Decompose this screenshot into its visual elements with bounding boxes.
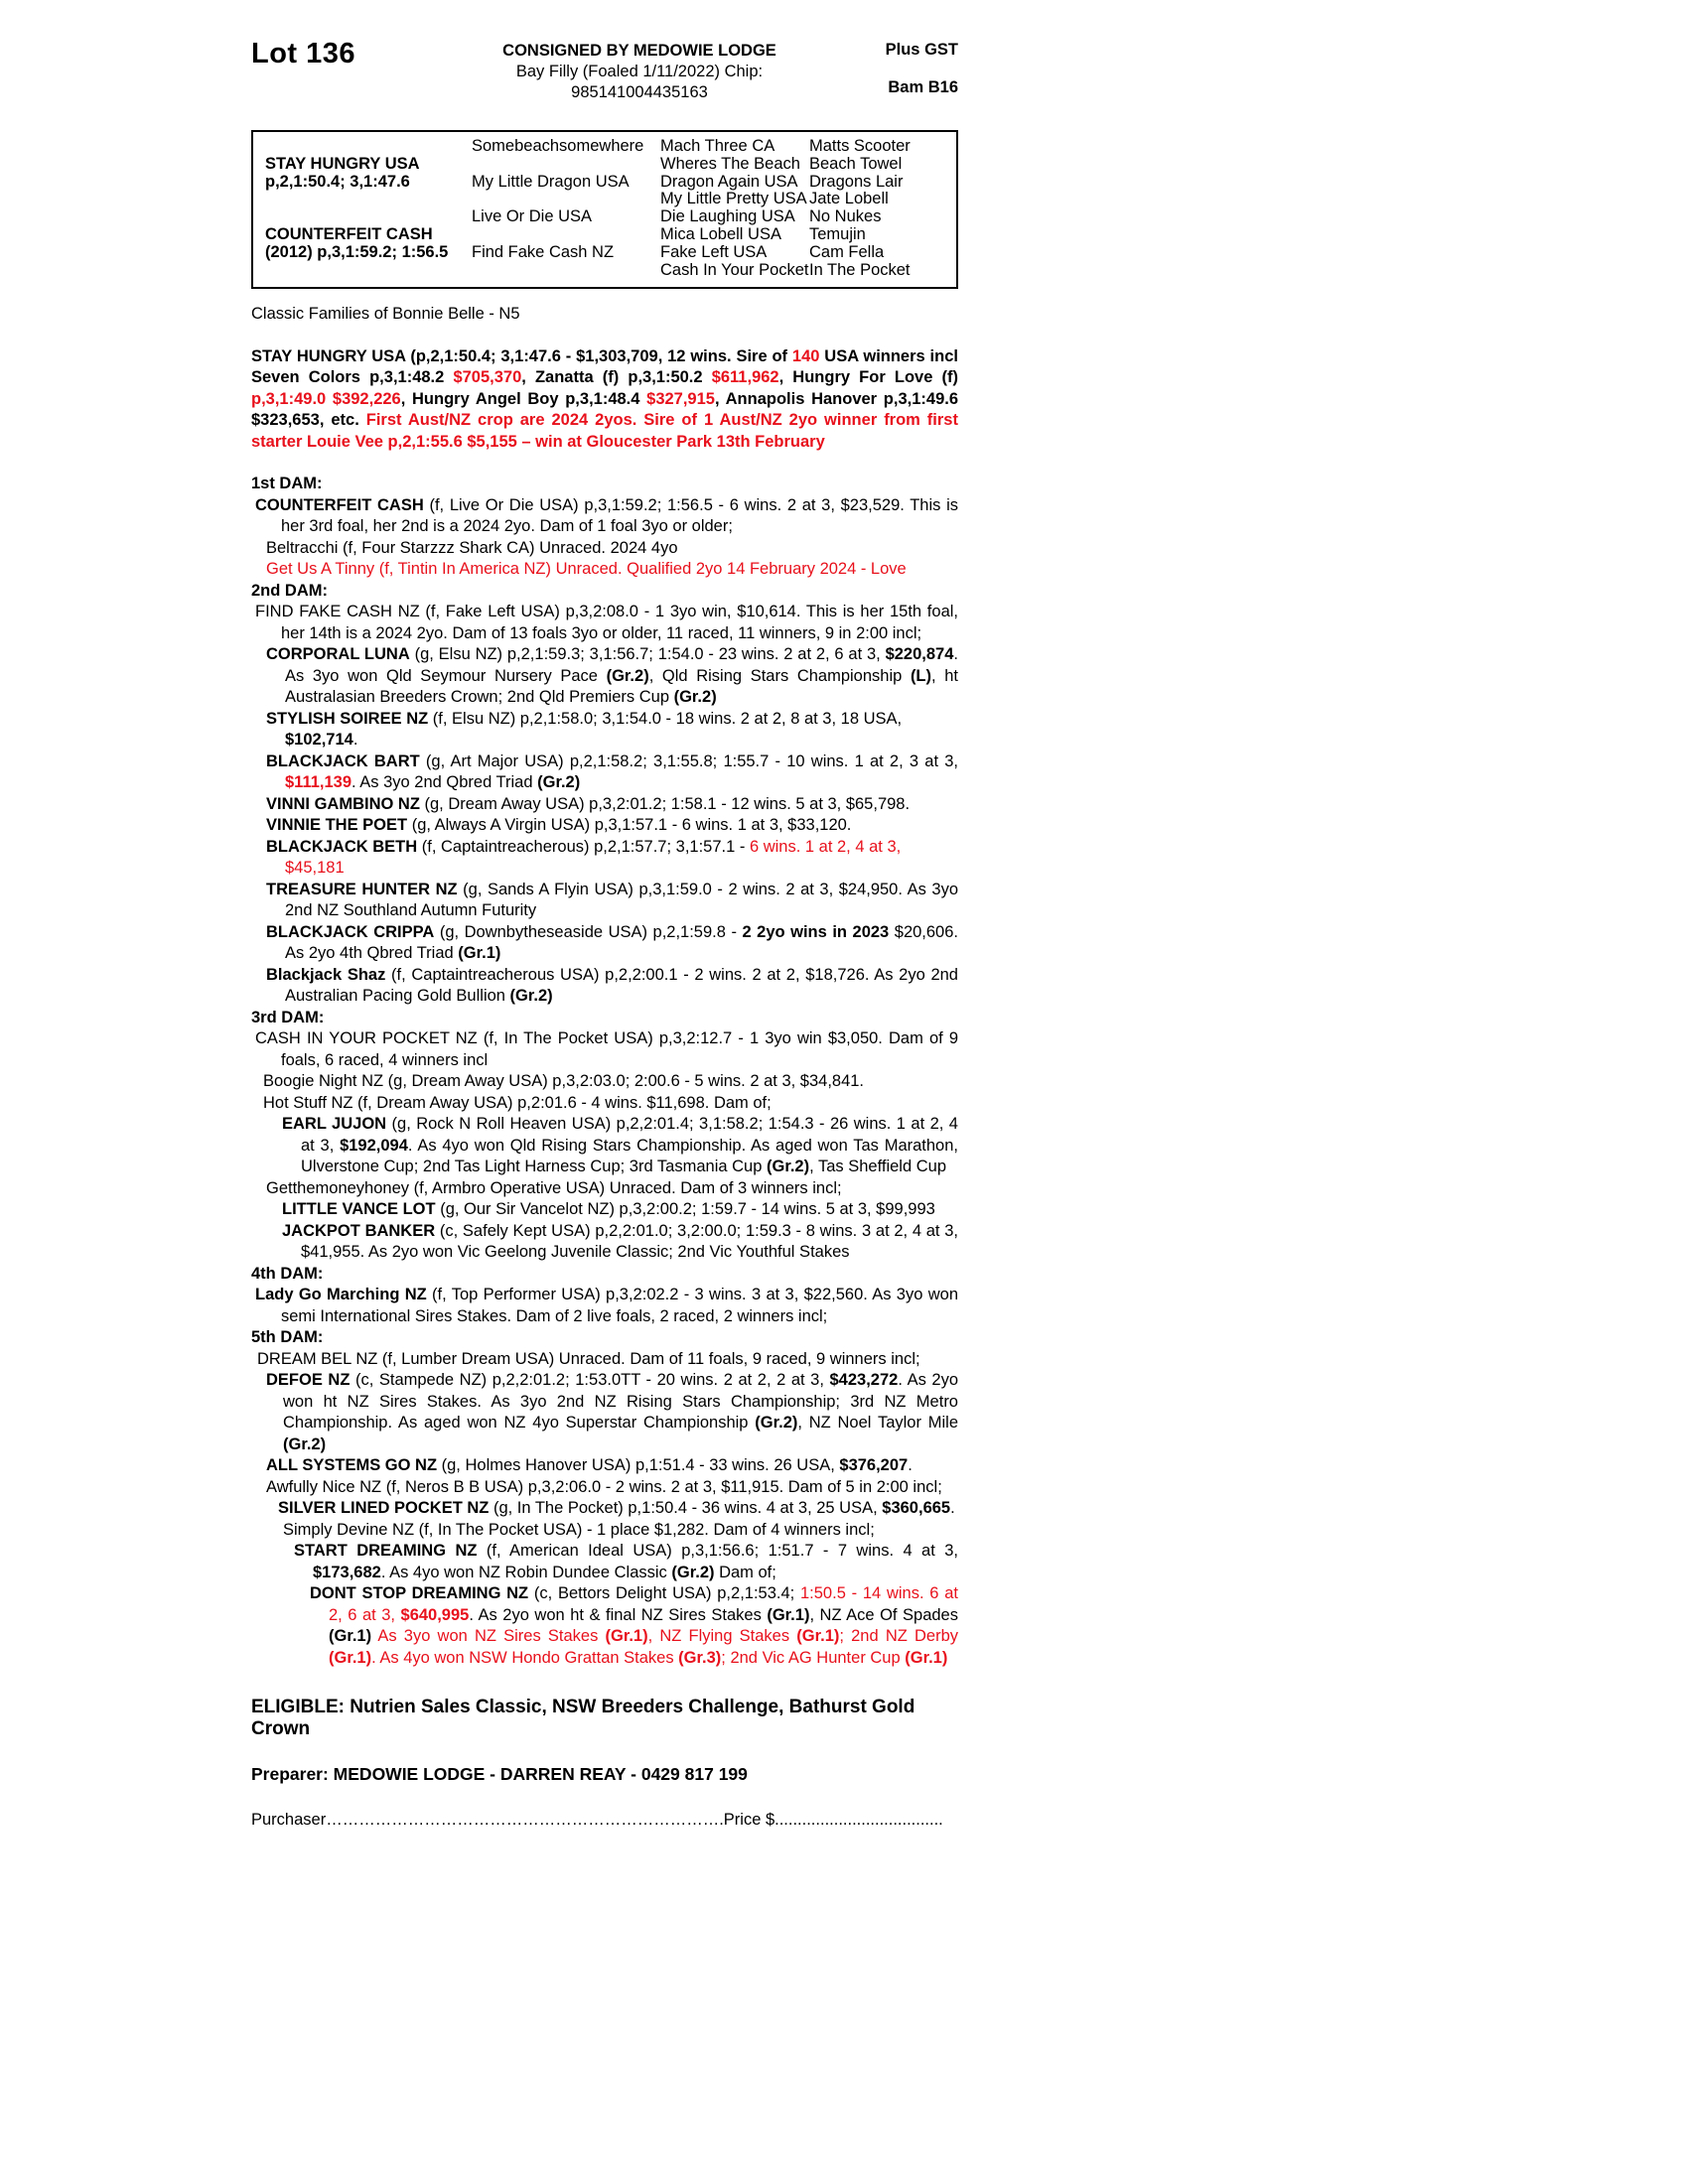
- text-segment: (Gr.1): [905, 1648, 948, 1667]
- text-segment: $20,606. As 2yo 4th Qbred Triad: [285, 922, 958, 963]
- pedigree-text: [251, 304, 958, 1669]
- text-segment: 5th DAM:: [251, 1328, 324, 1347]
- pedigree-cell: Die Laughing USA: [660, 207, 795, 226]
- foal-all-systems-go: [251, 1455, 958, 1477]
- text-segment: Lady Go Marching NZ: [255, 1286, 427, 1304]
- text-segment: $640,995: [400, 1605, 470, 1624]
- text-segment: , ht Australasian Breeders Crown; 2nd Qld Premiers Cup: [285, 666, 958, 707]
- foal-earl-jujon: [251, 1114, 958, 1178]
- text-segment: , NZ Noel Taylor Mile: [797, 1414, 958, 1433]
- text-segment: BLACKJACK CRIPPA: [266, 922, 435, 941]
- header-center: [455, 38, 824, 103]
- text-segment: USA winners incl Seven Colors p,3,1:48.2: [251, 346, 958, 387]
- pedigree-cell: No Nukes: [809, 207, 882, 226]
- text-segment: 6 wins. 1 at 2, 4 at 3, $45,181: [285, 837, 902, 878]
- foal-jackpot-banker: [251, 1221, 958, 1264]
- text-segment: CASH IN YOUR POCKET NZ (f, In The Pocket USA) p,3,2:12.7 - 1 3yo win $3,050. Dam of 9 foals, 6 raced, 4 winners incl: [255, 1029, 958, 1069]
- text-segment: (f, Captaintreacherous USA) p,2,2:00.1 - 2 wins. 2 at 2, $18,726. As 2yo 2nd Australian Pacing Gold Bullion: [285, 965, 958, 1006]
- text-segment: CORPORAL LUNA: [266, 645, 410, 664]
- text-segment: Blackjack Shaz: [266, 965, 386, 984]
- pedigree-cell: Fake Left USA: [660, 242, 768, 261]
- text-segment: (Gr.3): [678, 1648, 722, 1667]
- foal-treasure-hunter: [251, 880, 958, 922]
- text-segment: (c, Bettors Delight USA) p,2,1:53.4;: [528, 1584, 800, 1603]
- text-segment: .: [352, 731, 358, 750]
- text-segment: BLACKJACK BETH: [266, 837, 418, 856]
- text-segment: . As 4yo won NSW Hondo Grattan Stakes: [371, 1648, 679, 1667]
- text-segment: Awfully Nice NZ (f, Neros B B USA) p,3,2:06.0 - 2 wins. 2 at 3, $11,915. Dam of 5 in 2:00 incl;: [266, 1477, 942, 1496]
- text-segment: . As 2yo won ht NZ Sires Stakes. As 3yo 2nd NZ Rising Stars Championship; 3rd NZ Metro Championship. As aged won NZ 4yo Superstar Championship: [283, 1371, 958, 1433]
- family-classification: [251, 304, 958, 326]
- text-segment: Getthemoneyhoney (f, Armbro Operative USA) Unraced. Dam of 3 winners incl;: [266, 1178, 842, 1197]
- foal-blackjack-bart: [251, 751, 958, 794]
- text-segment: (g, Dream Away USA) p,3,2:01.2; 1:58.1 - 12 wins. 5 at 3, $65,798.: [419, 794, 911, 813]
- text-segment: . As 4yo won NZ Robin Dundee Classic: [380, 1563, 672, 1581]
- text-segment: (Gr.2): [283, 1434, 327, 1453]
- gst-note: Plus GST: [885, 41, 958, 59]
- text-segment: $705,370: [453, 368, 522, 387]
- text-segment: EARL JUJON: [282, 1115, 387, 1134]
- text-segment: .: [908, 1456, 913, 1475]
- header-right: [824, 38, 958, 97]
- dam-section-heading-1: [251, 474, 958, 495]
- pedigree-cell: In The Pocket: [809, 260, 911, 279]
- page-header: [251, 38, 958, 103]
- foal-little-vance-lot: [251, 1199, 958, 1221]
- text-segment: , Tas Sheffield Cup: [809, 1158, 946, 1176]
- text-segment: (c, Safely Kept USA) p,2,2:01.0; 3,2:00.0; 1:59.3 - 8 wins. 3 at 2, 4 at 3, $41,955. As 2yo won Vic Geelong Juvenile Classic; 2nd Vic Youthful Stakes: [301, 1221, 958, 1262]
- foal-beltracchi: [251, 538, 958, 560]
- foal-corporal-luna: [251, 644, 958, 709]
- catalog-page: [251, 38, 958, 1830]
- text-segment: . As 2yo won ht & final NZ Sires Stakes: [469, 1605, 768, 1624]
- text-segment: (g, Art Major USA) p,2,1:58.2; 3,1:55.8; 1:55.7 - 10 wins. 1 at 2, 3 at 3,: [419, 751, 958, 770]
- text-segment: 4th DAM:: [251, 1264, 324, 1283]
- purchaser-line: Purchaser……………………………………………………………….Price $.....................................: [251, 1811, 943, 1830]
- text-segment: (f, Captaintreacherous) p,2,1:57.7; 3,1:57.1 -: [417, 837, 750, 856]
- text-segment: LITTLE VANCE LOT: [282, 1200, 436, 1219]
- text-segment: BLACKJACK BART: [266, 751, 420, 770]
- text-segment: (g, Rock N Roll Heaven USA) p,2,2:01.4; 3,1:58.2; 1:54.3 - 26 wins. 1 at 2, 4 at 3,: [301, 1115, 958, 1155]
- text-segment: (f, American Ideal USA) p,3,1:56.6; 1:51.7 - 7 wins. 4 at 3,: [477, 1542, 958, 1561]
- dam-section-heading-5: [251, 1327, 958, 1349]
- text-segment: ; 2nd Vic AG Hunter Cup: [721, 1648, 906, 1667]
- pedigree-cell: Dragon Again USA: [660, 172, 798, 191]
- pedigree-table: [251, 130, 958, 289]
- text-segment: (Gr.1): [329, 1627, 372, 1646]
- text-segment: STAY HUNGRY USA (p,2,1:50.4; 3,1:47.6 - $1,303,709, 12 wins. Sire of: [251, 346, 792, 365]
- text-segment: p,3,1:49.0 $392,226: [251, 389, 401, 408]
- text-segment: $220,874: [885, 645, 954, 664]
- dam4-lady-go-marching: [251, 1285, 958, 1327]
- text-segment: $611,962: [711, 368, 779, 387]
- text-segment: (g, Holmes Hanover USA) p,1:51.4 - 33 wins. 26 USA,: [437, 1456, 840, 1475]
- text-segment: Dam of;: [714, 1563, 776, 1581]
- pedigree-cell: Cam Fella: [809, 242, 885, 261]
- text-segment: $327,915: [646, 389, 715, 408]
- text-segment: , NZ Ace Of Spades: [809, 1605, 958, 1624]
- text-segment: COUNTERFEIT CASH: [255, 495, 424, 514]
- dam-section-heading-4: [251, 1264, 958, 1286]
- text-segment: (Gr.2): [606, 666, 649, 685]
- text-segment: DEFOE NZ: [266, 1371, 351, 1390]
- text-segment: (Gr.1): [796, 1627, 840, 1646]
- text-segment: , Annapolis Hanover p,3,1:49.6 $323,653, etc.: [251, 389, 959, 430]
- pedigree-cell: Temujin: [809, 224, 866, 243]
- text-segment: (L): [910, 666, 932, 685]
- pedigree-cell: Live Or Die USA: [472, 207, 593, 226]
- text-segment: SILVER LINED POCKET NZ: [278, 1499, 490, 1518]
- foal-blackjack-beth: [251, 837, 958, 880]
- text-segment: JACKPOT BANKER: [282, 1221, 436, 1240]
- pedigree-cell: Dragons Lair: [809, 172, 904, 191]
- pedigree-cell: My Little Dragon USA: [472, 172, 630, 191]
- foal-getthemoneyhoney: [251, 1178, 958, 1200]
- text-segment: $360,665: [882, 1499, 951, 1518]
- foal-stylish-soiree: [251, 709, 958, 751]
- text-segment: START DREAMING NZ: [294, 1542, 478, 1561]
- text-segment: VINNIE THE POET: [266, 816, 408, 835]
- text-segment: 2 2yo wins in 2023: [742, 922, 890, 941]
- text-segment: $111,139: [285, 773, 352, 792]
- text-segment: DREAM BEL NZ (f, Lumber Dream USA) Unraced. Dam of 11 foals, 9 raced, 9 winners incl;: [257, 1349, 920, 1368]
- text-segment: 140: [791, 346, 820, 365]
- pedigree-cell: My Little Pretty USA: [660, 190, 807, 208]
- pedigree-cell: Matts Scooter: [809, 137, 911, 155]
- pedigree-cell: Jate Lobell: [809, 190, 889, 208]
- text-segment: 2nd DAM:: [251, 581, 328, 600]
- text-segment: (g, Elsu NZ) p,2,1:59.3; 3,1:56.7; 1:54.0 - 23 wins. 2 at 2, 6 at 3,: [409, 645, 886, 664]
- text-segment: , Hungry For Love (f): [778, 368, 958, 387]
- text-segment: 1st DAM:: [251, 475, 323, 493]
- foal-awfully-nice: [251, 1477, 958, 1499]
- text-segment: $423,272: [829, 1371, 899, 1390]
- text-segment: , NZ Flying Stakes: [647, 1627, 797, 1646]
- pedigree-cell: Cash In Your Pocket: [660, 260, 809, 279]
- dam3-cash-in-your-pocket: [251, 1028, 958, 1071]
- text-segment: 3rd DAM:: [251, 1008, 325, 1026]
- text-segment: ; 2nd NZ Derby: [839, 1627, 958, 1646]
- foal-blackjack-crippa: [251, 922, 958, 965]
- text-segment: (c, Stampede NZ) p,2,2:01.2; 1:53.0TT - 20 wins. 2 at 2, 2 at 3,: [350, 1371, 830, 1390]
- text-segment: $192,094: [340, 1136, 408, 1155]
- text-segment: (Gr.2): [509, 987, 553, 1006]
- text-segment: .: [950, 1499, 955, 1518]
- pedigree-cell: Mach Three CA: [660, 137, 775, 155]
- text-segment: (g, Sands A Flyin USA) p,3,1:59.0 - 2 wins. 2 at 3, $24,950. As 3yo 2nd NZ Southland Autumn Futurity: [285, 880, 959, 920]
- pedigree-cell: p,2,1:50.4; 3,1:47.6: [265, 172, 410, 191]
- foal-blackjack-shaz: [251, 965, 958, 1008]
- pedigree-cell: Wheres The Beach: [660, 154, 800, 173]
- foal-defoe: [251, 1370, 958, 1455]
- text-segment: . As 3yo 2nd Qbred Triad: [352, 773, 538, 792]
- text-segment: (Gr.2): [755, 1414, 798, 1433]
- text-segment: , Qld Rising Stars Championship: [648, 666, 911, 685]
- foal-vinni-gambino: [251, 794, 958, 816]
- text-segment: (g, Our Sir Vancelot NZ) p,3,2:00.2; 1:59.7 - 14 wins. 5 at 3, $99,993: [435, 1200, 935, 1219]
- pedigree-cell: Beach Towel: [809, 154, 903, 173]
- foal-boogie-night: [251, 1071, 958, 1093]
- text-segment: . As 4yo won Qld Rising Stars Championship. As aged won Tas Marathon, Ulverstone Cup; 2nd Tas Light Harness Cup; 3rd Tasmania Cup: [301, 1136, 958, 1176]
- text-segment: (Gr.2): [537, 773, 581, 792]
- text-segment: (Gr.1): [605, 1627, 648, 1646]
- pedigree-cell: STAY HUNGRY USA: [265, 154, 420, 173]
- pedigree-cell: (2012) p,3,1:59.2; 1:56.5: [265, 242, 449, 261]
- pedigree-cell: Mica Lobell USA: [660, 224, 781, 243]
- bam-reference: Bam B16: [888, 78, 958, 96]
- foal-get-us-a-tinny: [251, 559, 958, 581]
- consignor-line: CONSIGNED BY MEDOWIE LODGE: [502, 42, 776, 60]
- foal-silver-lined-pocket: [251, 1498, 958, 1520]
- preparer-line: Preparer: MEDOWIE LODGE - DARREN REAY - 0429 817 199: [251, 1764, 748, 1785]
- text-segment: , Zanatta (f) p,3,1:50.2: [521, 368, 712, 387]
- foal-description: Bay Filly (Foaled 1/11/2022) Chip: 985141004435163: [515, 63, 764, 101]
- text-segment: As 3yo won NZ Sires Stakes: [377, 1627, 606, 1646]
- text-segment: (Gr.1): [329, 1648, 372, 1667]
- foal-dont-stop-dreaming: [251, 1583, 958, 1669]
- text-segment: (Gr.1): [767, 1605, 810, 1624]
- text-segment: (g, In The Pocket) p,1:50.4 - 36 wins. 4 at 3, 25 USA,: [489, 1499, 883, 1518]
- text-segment: (Gr.2): [671, 1563, 715, 1581]
- text-segment: (Gr.2): [766, 1158, 810, 1176]
- text-segment: (f, Live Or Die USA) p,3,1:59.2; 1:56.5 - 6 wins. 2 at 3, $23,529. This is her 3rd foal, her 2nd is a 2024 2yo. Dam of 1 foal 3yo or older;: [281, 495, 959, 536]
- text-segment: Hot Stuff NZ (f, Dream Away USA) p,2:01.6 - 4 wins. $11,698. Dam of;: [263, 1093, 772, 1112]
- text-segment: $376,207: [839, 1456, 909, 1475]
- text-segment: (g, Downbytheseaside USA) p,2,1:59.8 -: [434, 922, 743, 941]
- lot-number: Lot 136: [251, 38, 356, 69]
- eligibility-line: ELIGIBLE: Nutrien Sales Classic, NSW Breeders Challenge, Bathurst Gold Crown: [251, 1697, 915, 1740]
- foal-vinnie-the-poet: [251, 815, 958, 837]
- foal-start-dreaming: [251, 1541, 958, 1583]
- text-segment: VINNI GAMBINO NZ: [266, 794, 420, 813]
- text-segment: $173,682: [313, 1563, 381, 1581]
- foal-simply-devine: [251, 1520, 958, 1542]
- text-segment: Get Us A Tinny (f, Tintin In America NZ) Unraced. Qualified 2yo 14 February 2024 - Love: [266, 560, 907, 579]
- text-segment: (Gr.2): [673, 688, 717, 707]
- pedigree-cell: COUNTERFEIT CASH: [265, 224, 433, 243]
- foal-hot-stuff: [251, 1093, 958, 1115]
- text-segment: , Hungry Angel Boy p,3,1:48.4: [400, 389, 647, 408]
- dam-section-heading-2: [251, 581, 958, 603]
- text-segment: (g, Always A Virgin USA) p,3,1:57.1 - 6 wins. 1 at 3, $33,120.: [407, 816, 852, 835]
- dam-section-heading-3: [251, 1008, 958, 1029]
- text-segment: Simply Devine NZ (f, In The Pocket USA) - 1 place $1,282. Dam of 4 winners incl;: [283, 1520, 875, 1539]
- text-segment: Classic Families of Bonnie Belle - N5: [251, 305, 520, 324]
- text-segment: FIND FAKE CASH NZ (f, Fake Left USA) p,3,2:08.0 - 1 3yo win, $10,614. This is her 15th foal, her 14th is a 2024 2yo. Dam of 13 foals 3yo or older, 11 raced, 11 winners, 9 in 2:00 incl;: [255, 603, 958, 642]
- text-segment: STYLISH SOIREE NZ: [266, 709, 429, 728]
- text-segment: (f, Top Performer USA) p,3,2:02.2 - 3 wins. 3 at 3, $22,560. As 3yo won semi International Sires Stakes. Dam of 2 live foals, 2 raced, 2 winners incl;: [281, 1286, 958, 1325]
- text-segment: ALL SYSTEMS GO NZ: [266, 1456, 438, 1475]
- dam2-find-fake-cash: [251, 602, 958, 644]
- text-segment: TREASURE HUNTER NZ: [266, 880, 458, 898]
- pedigree-cell: Somebeachsomewhere: [472, 137, 644, 155]
- sire-summary: [251, 346, 958, 454]
- text-segment: Boogie Night NZ (g, Dream Away USA) p,3,2:03.0; 2:00.6 - 5 wins. 2 at 3, $34,841.: [263, 1072, 865, 1091]
- text-segment: Beltracchi (f, Four Starzzz Shark CA) Unraced. 2024 4yo: [266, 538, 678, 557]
- text-segment: (Gr.1): [458, 944, 501, 963]
- text-segment: . As 3yo won Qld Seymour Nursery Pace: [285, 645, 958, 685]
- text-segment: $102,714: [285, 731, 353, 750]
- text-segment: (f, Elsu NZ) p,2,1:58.0; 3,1:54.0 - 18 wins. 2 at 2, 8 at 3, 18 USA,: [428, 709, 903, 728]
- text-segment: DONT STOP DREAMING NZ: [310, 1584, 529, 1603]
- dam5-dream-bel: [251, 1349, 958, 1371]
- dam1-counterfeit-cash: [251, 495, 958, 538]
- text-segment: 1:50.5 - 14 wins. 6 at 2, 6 at 3,: [329, 1584, 958, 1624]
- text-segment: First Aust/NZ crop are 2024 2yos. Sire of 1 Aust/NZ 2yo winner from first starter Louie Vee p,2,1:55.6 $5,155 – win at Gloucester Park 13th February: [251, 411, 958, 451]
- pedigree-cell: Find Fake Cash NZ: [472, 242, 615, 261]
